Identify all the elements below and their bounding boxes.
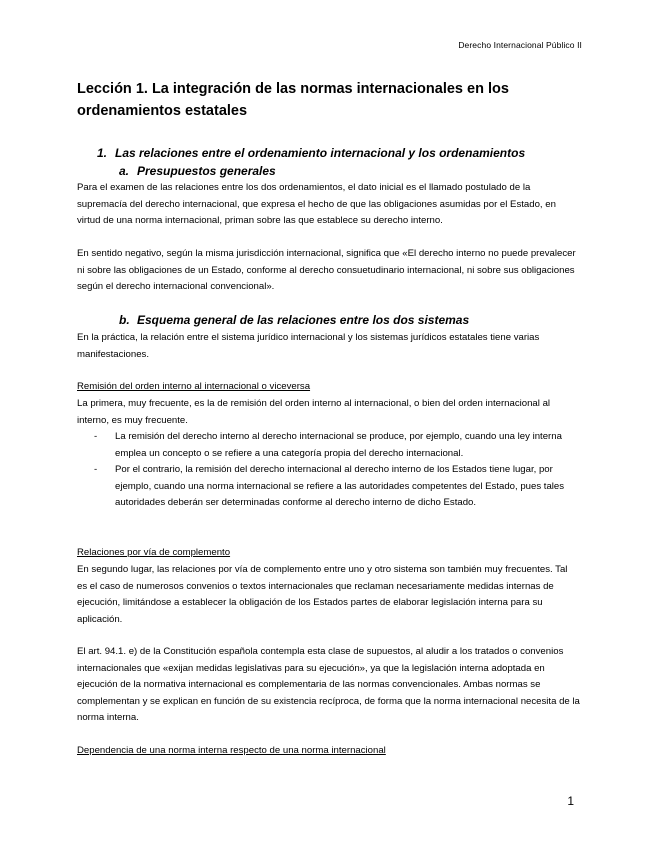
section-1-title: Las relaciones entre el ordenamiento internacional y los ordenamientos bbox=[115, 146, 526, 160]
heading-complemento: Relaciones por vía de complemento bbox=[77, 547, 231, 558]
paragraph-constitucion: El art. 94.1. e) de la Constitución española contempla esta clase de supuestos, al aludir a los tratados o convenios internacionales que «exijan medidas legislativas para su ejecución», ya que la legislación interna adoptada en ejecución de la normativa internacional es complementaria de las normas convencionales. Ambas normas se complementan y se explican en función de su existencia recíproca, de forma que la norma internacional necesita de la norma interna. bbox=[77, 646, 580, 724]
subsection-b-letter: b. bbox=[119, 313, 130, 327]
list-item: - Por el contrario, la remisión del derecho internacional al derecho interno de los Estados tiene lugar, por ejemplo, cuando una norma internacional se refiere a las autoridades competentes del Estado, pues tales autoridades deberán ser determinadas conforme al derecho interno de dicho Estado. bbox=[77, 462, 580, 512]
list-item: - La remisión del derecho interno al derecho internacional se produce, por ejemplo, cuando una ley interna emplea un concepto o se refiere a una categoría propia del derecho internacional. bbox=[77, 429, 580, 462]
section-1-heading bbox=[97, 146, 525, 160]
paragraph-complemento: En segundo lugar, las relaciones por vía de complemento entre uno y otro sistema son también muy frecuentes. Tal es el caso de numerosos convenios o textos internacionales que reclaman necesariamente medidas internas de ejecución, limitándose a establecer la obligación de los Estados partes de elaborar legislación interna para su aplicación. bbox=[77, 564, 568, 625]
page-number: 1 bbox=[567, 794, 574, 808]
subsection-b-heading bbox=[119, 313, 469, 327]
subsection-a-title: Presupuestos generales bbox=[137, 164, 276, 178]
paragraph-sentido-negativo: En sentido negativo, según la misma jurisdicción internacional, significa que «El derecho interno no puede prevalecer ni sobre las obligaciones de un Estado, conforme al derecho consuetudinario internacional, ni sobre sus obligaciones según el derecho internacional convencional». bbox=[77, 248, 576, 293]
heading-remision: Remisión del orden interno al internacional o viceversa bbox=[77, 381, 311, 392]
lesson-title: Lección 1. La integración de las normas internacionales en los ordenamientos estatales bbox=[77, 81, 509, 119]
heading-dependencia: Dependencia de una norma interna respecto de una norma internacional bbox=[77, 745, 386, 756]
paragraph-remision-intro: La primera, muy frecuente, es la de remisión del orden interno al internacional, o bien del orden internacional al interno, es muy frecuente. bbox=[77, 398, 551, 426]
subsection-b-title: Esquema general de las relaciones entre los dos sistemas bbox=[137, 313, 470, 327]
subsection-a-letter: a. bbox=[119, 164, 130, 178]
subsection-a-heading bbox=[119, 164, 276, 178]
section-1-number: 1. bbox=[97, 146, 108, 160]
paragraph-practica: En la práctica, la relación entre el sistema jurídico internacional y los sistemas jurídicos estatales tiene varias manifestaciones. bbox=[77, 332, 540, 360]
running-header: Derecho Internacional Público II bbox=[458, 40, 582, 50]
page-content bbox=[77, 78, 580, 756]
remision-list bbox=[77, 429, 580, 512]
paragraph-supremacia: Para el examen de las relaciones entre los dos ordenamientos, el dato inicial es el llamado postulado de la supremacía del derecho internacional, que expresa el hecho de que las obligaciones asumidas por el Estado, en virtud de una norma internacional, priman sobre las que establece su derecho interno. bbox=[77, 182, 556, 227]
